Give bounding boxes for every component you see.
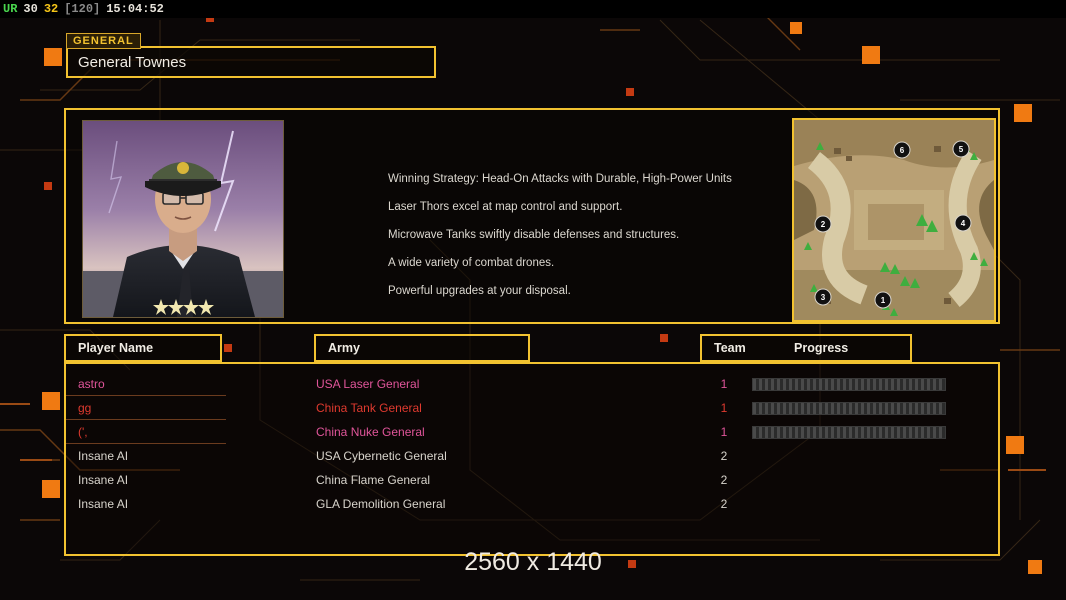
strategy-line-4: Powerful upgrades at your disposal.: [388, 285, 571, 297]
player-army: China Flame General: [316, 473, 431, 487]
svg-text:3: 3: [820, 293, 826, 302]
player-name: (',: [78, 425, 88, 439]
table-row[interactable]: [66, 420, 998, 444]
table-row[interactable]: [66, 396, 998, 420]
strategy-description: [388, 168, 808, 308]
player-team: 2: [720, 449, 728, 463]
map-start-3: [815, 289, 831, 305]
player-army: USA Cybernetic General: [316, 449, 447, 463]
map-start-4: [955, 215, 971, 231]
strategy-line-0: Winning Strategy: Head-On Attacks with Durable, High-Power Units: [388, 173, 732, 185]
svg-text:4: 4: [960, 219, 966, 228]
player-team: 1: [720, 377, 728, 391]
general-portrait: [82, 120, 284, 318]
strategy-line-1: Laser Thors excel at map control and support.: [388, 201, 623, 213]
player-name: Insane AI: [78, 473, 129, 487]
table-row[interactable]: [66, 372, 998, 396]
table-row[interactable]: [66, 468, 998, 492]
player-army: USA Laser General: [316, 377, 420, 391]
general-name-field[interactable]: [66, 46, 436, 78]
player-progress: [752, 378, 952, 391]
column-header-progress-label: Progress: [794, 341, 849, 355]
player-name: Insane AI: [78, 497, 129, 511]
player-progress: [752, 426, 952, 439]
ur-label: UR: [3, 2, 18, 16]
ur-value-1: 30: [23, 2, 38, 16]
player-progress: [752, 402, 952, 415]
player-army: China Nuke General: [316, 425, 425, 439]
player-name: Insane AI: [78, 449, 129, 463]
map-start-1: [875, 292, 891, 308]
map-start-2: [815, 216, 831, 232]
system-clock: 15:04:52: [106, 2, 164, 16]
svg-text:2: 2: [820, 220, 826, 229]
column-header-army: [314, 334, 530, 362]
player-team: 1: [720, 425, 728, 439]
player-army: GLA Demolition General: [316, 497, 446, 511]
general-label: GENERAL: [66, 33, 141, 49]
progress-bar: [752, 378, 946, 391]
general-name-value: General Townes: [78, 53, 187, 71]
strategy-line-2: Microwave Tanks swiftly disable defenses and structures.: [388, 229, 680, 241]
progress-bar: [752, 426, 946, 439]
table-row[interactable]: [66, 444, 998, 468]
column-header-player-name: [64, 334, 222, 362]
player-team: 2: [720, 497, 728, 511]
player-name: gg: [78, 401, 92, 415]
progress-bar: [752, 402, 946, 415]
map-start-5: [953, 141, 969, 157]
strategy-line-3: A wide variety of combat drones.: [388, 257, 555, 269]
ur-value-2: 32: [43, 2, 59, 16]
player-team: 1: [720, 401, 728, 415]
player-team: 2: [720, 473, 728, 487]
column-header-army-label: Army: [328, 341, 360, 355]
player-army: China Tank General: [316, 401, 422, 415]
player-list: [64, 362, 1000, 556]
top-status-bar: [0, 0, 1066, 18]
ur-bracket-value: [120]: [64, 2, 101, 16]
map-preview[interactable]: [792, 118, 996, 322]
player-name: astro: [78, 377, 105, 391]
column-header-team-label: Team: [714, 341, 746, 355]
table-row[interactable]: [66, 492, 998, 516]
general-info-panel: [64, 108, 1000, 324]
resolution-overlay: 2560 x 1440: [464, 548, 602, 576]
svg-text:5: 5: [958, 145, 964, 154]
column-header-player-name-label: Player Name: [78, 341, 154, 355]
svg-text:1: 1: [880, 296, 886, 305]
svg-text:6: 6: [899, 146, 905, 155]
column-header-team-progress: [700, 334, 912, 362]
map-start-6: [894, 142, 910, 158]
